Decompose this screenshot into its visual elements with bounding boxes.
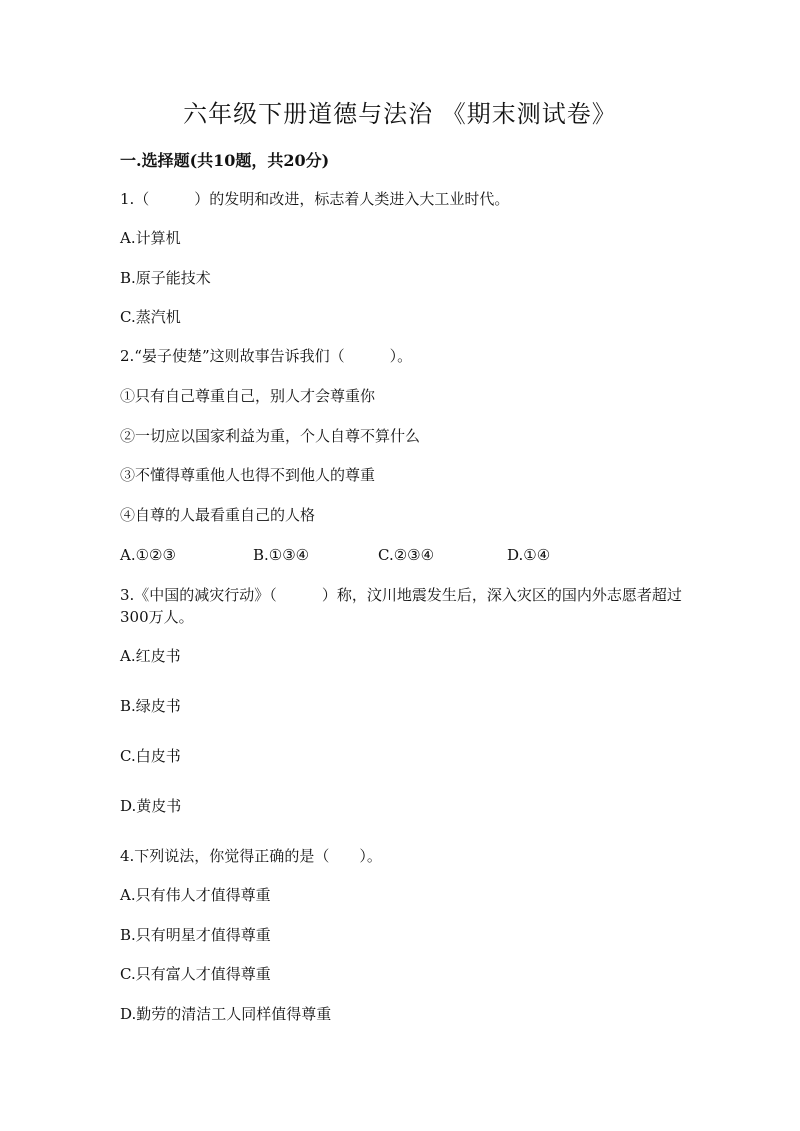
question-2-option-b[interactable]: B.①③④ (253, 546, 310, 564)
question-4-option-c[interactable]: C.只有富人才值得尊重 (120, 965, 271, 983)
question-3-option-a[interactable]: A.红皮书 (120, 647, 181, 665)
question-2-statement-2: ②一切应以国家利益为重，个人自尊不算什么 (120, 427, 421, 445)
section-heading: 一.选择题(共10题，共20分) (120, 151, 330, 170)
question-2-statement-4: ④自尊的人最看重自己的人格 (120, 506, 316, 524)
page-title: 六年级下册道德与法治 《期末测试卷》 (183, 100, 617, 128)
question-4-option-b[interactable]: B.只有明星才值得尊重 (120, 926, 271, 944)
question-4-option-a[interactable]: A.只有伟人才值得尊重 (120, 886, 271, 904)
question-1-option-b[interactable]: B.原子能技术 (120, 269, 211, 287)
question-1-stem: 1.（ ）的发明和改进，标志着人类进入大工业时代。 (120, 190, 510, 208)
question-2-option-a[interactable]: A.①②③ (120, 546, 176, 564)
question-3-option-b[interactable]: B.绿皮书 (120, 697, 181, 715)
question-2-option-c[interactable]: C.②③④ (378, 546, 435, 564)
question-1-option-c[interactable]: C.蒸汽机 (120, 308, 181, 326)
question-3-option-d[interactable]: D.黄皮书 (120, 797, 182, 815)
question-2-statement-1: ①只有自己尊重自己，别人才会尊重你 (120, 387, 376, 405)
question-4-option-d[interactable]: D.勤劳的清洁工人同样值得尊重 (120, 1005, 332, 1023)
question-2-stem: 2.“晏子使楚”这则故事告诉我们（ ）。 (120, 347, 413, 365)
question-4-stem: 4.下列说法，你觉得正确的是（ ）。 (120, 847, 382, 865)
question-1-option-a[interactable]: A.计算机 (120, 229, 181, 247)
question-3-stem: 3.《中国的减灾行动》（ ）称，汶川地震发生后，深入灾区的国内外志愿者超过300万人。 (120, 586, 682, 626)
question-3-option-c[interactable]: C.白皮书 (120, 747, 181, 765)
question-2-statement-3: ③不懂得尊重他人也得不到他人的尊重 (120, 466, 376, 484)
question-2-option-d[interactable]: D.①④ (507, 546, 551, 564)
